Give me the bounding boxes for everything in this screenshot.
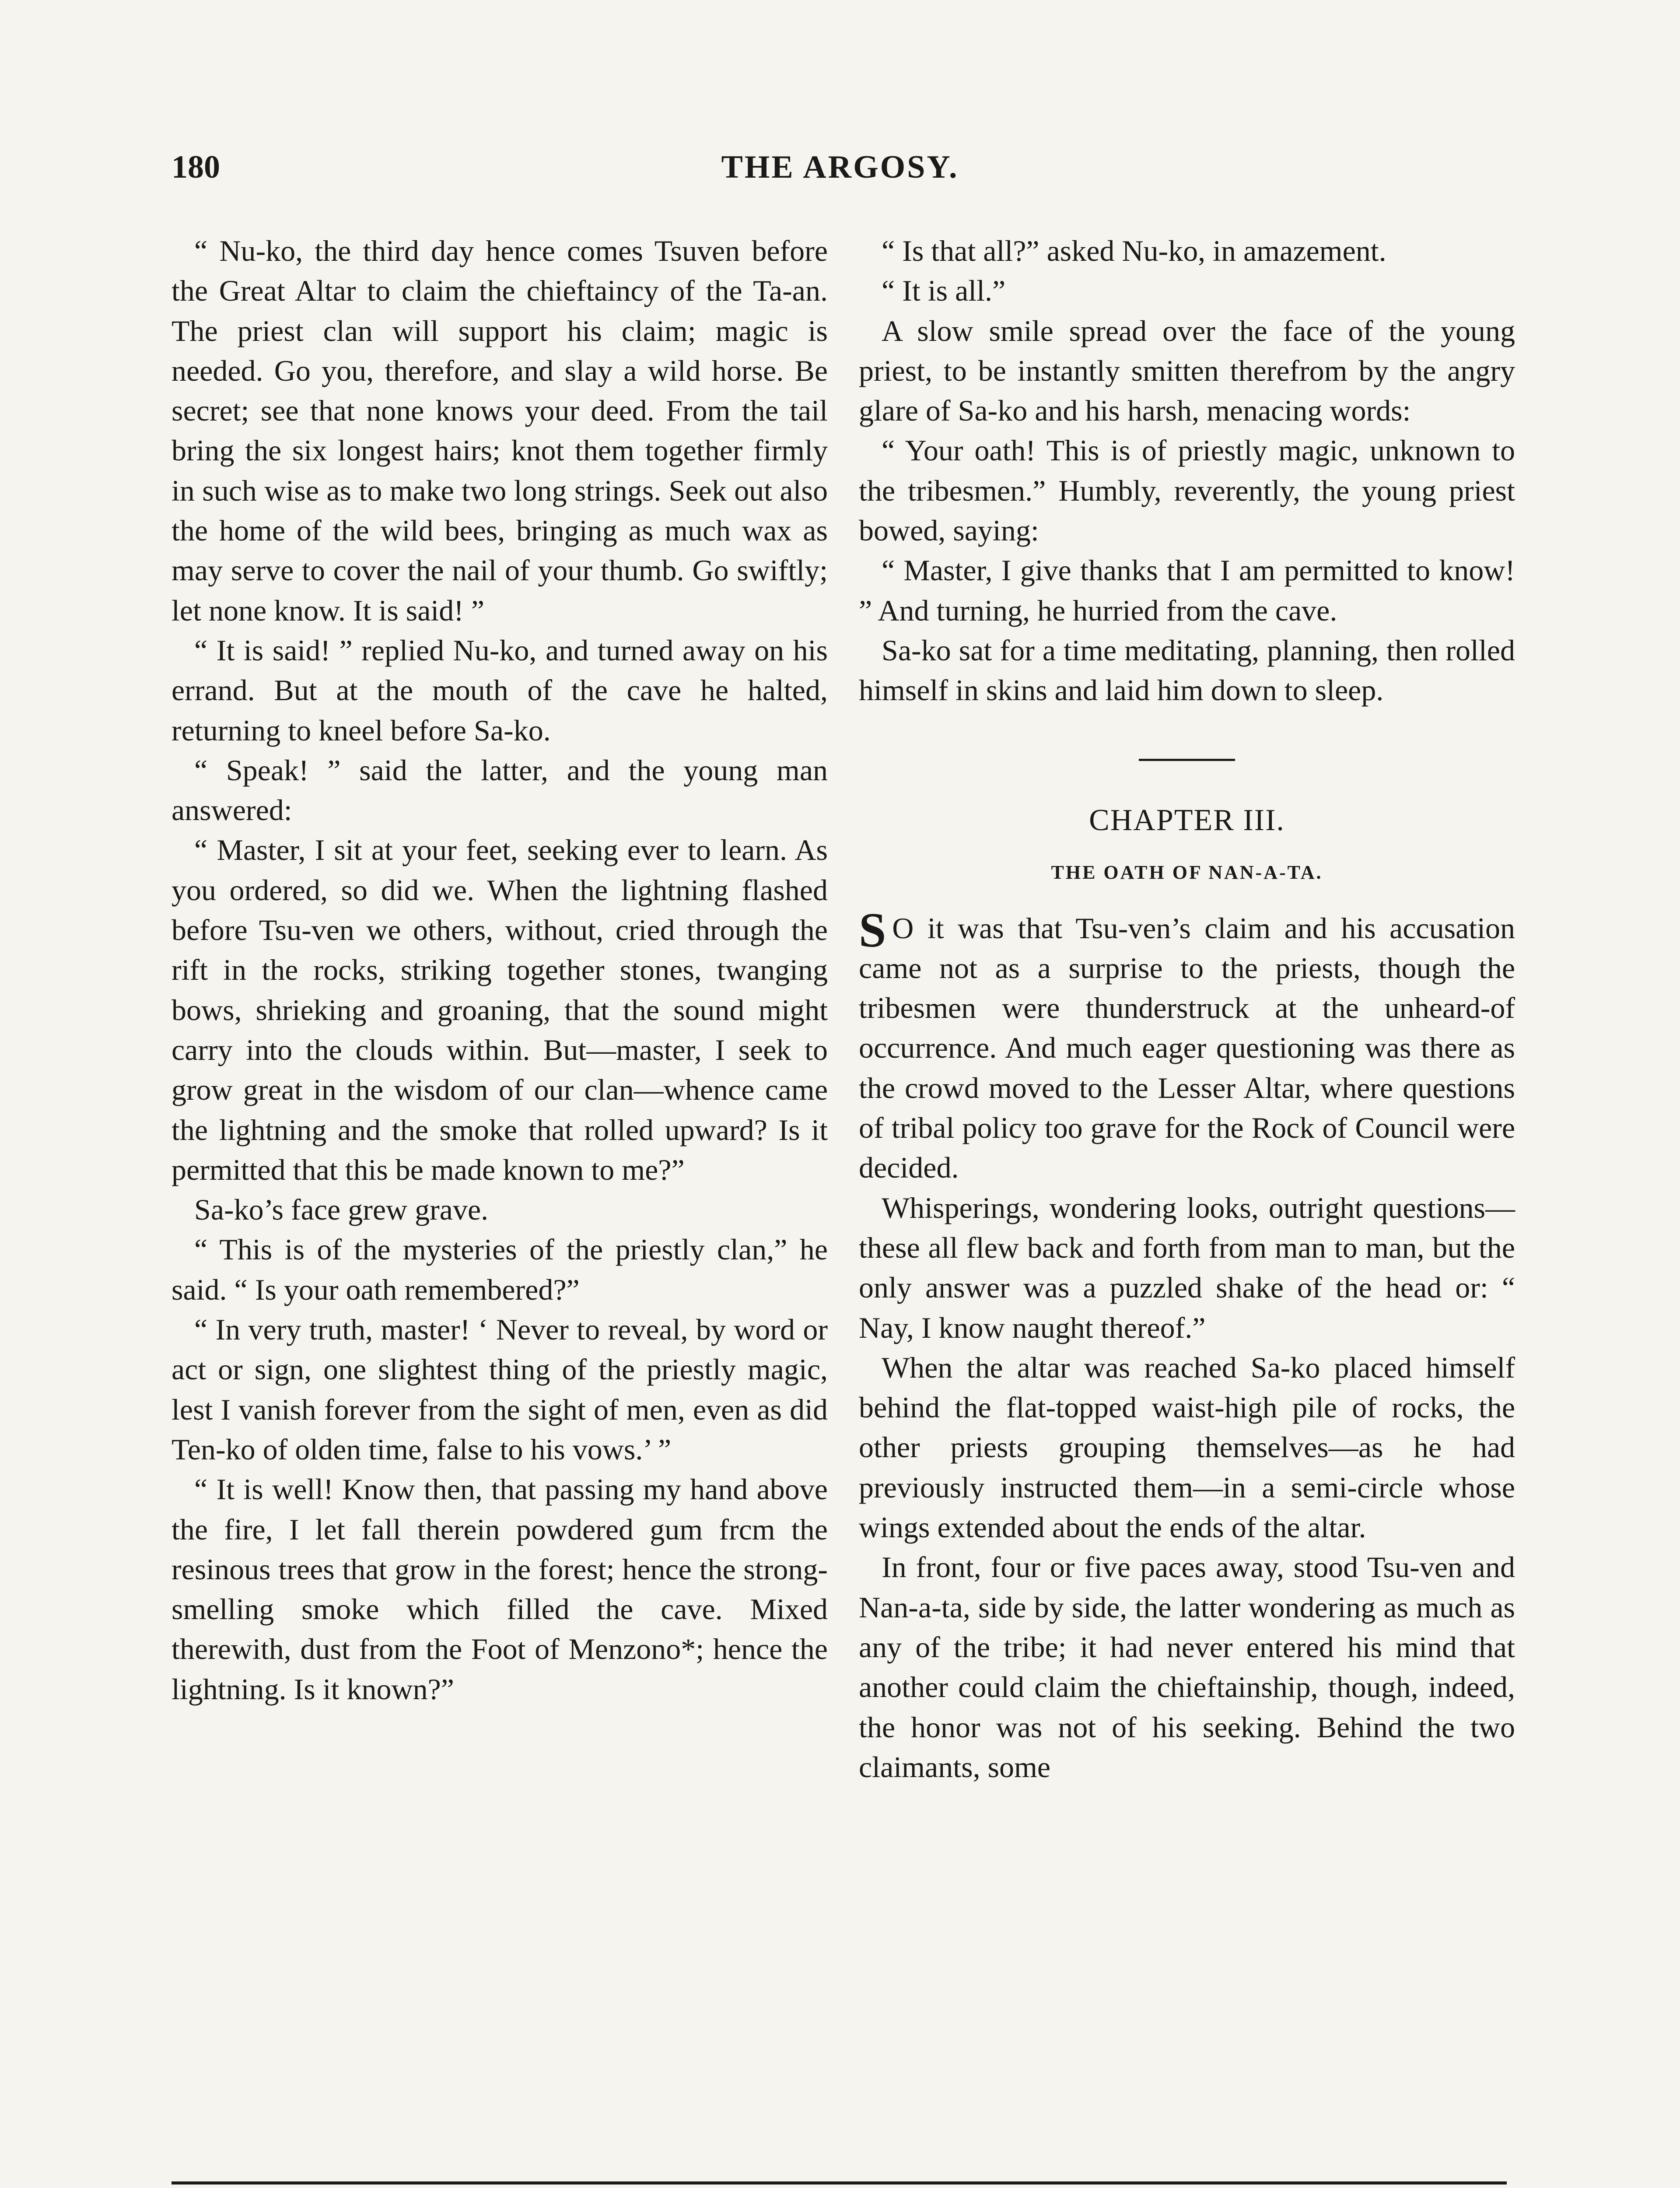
paragraph: “ It is well! Know then, that passing my hand above the fire, I let fall therein powdered gum frcm the resinous trees that grow in the forest; hence the strong-smelling smoke which filled the cave. Mixed therewith, dust from the Foot of Menzono*; hence the lightning. Is it known?” [172,1473,828,1706]
footnote-rule [172,2181,1507,2184]
paragraph: A slow smile spread over the face of the young priest, to be instantly smitten therefrom by the angry glare of Sa-ko and his harsh, menacing words: [859,314,1515,428]
paragraph: Whisperings, wondering looks, outright questions—these all flew back and forth from man to man, but the only answer was a puzzled shake of the head or: “ Nay, I know naught thereof.” [859,1191,1515,1344]
paragraph: “ Master, I sit at your feet, seeking ever to learn. As you ordered, so did we. When the lightning flashed before Tsu-ven we others, without, cried through the rift in the rocks, striking together stones, twanging bows, shrieking and groaning, that the sound might carry into the clouds within. But—master, I seek to grow great in the wisdom of our clan—whence came the lightning and the smoke that rolled upward? Is it permitted that this be made known to me?” [172,833,828,1186]
right-column [859,231,1515,1787]
paragraph: “ It is said! ” replied Nu-ko, and turned away on his errand. But at the mouth of the cave he halted, returning to kneel before Sa-ko. [172,633,828,747]
paragraph: “ It is all.” [882,274,1006,308]
opening-text: O it was that Tsu-ven’s claim and his accusation came not as a surprise to the priests, though the tribesmen were thunderstruck at the unheard-of occurrence. And much eager questioning was there as the crowd moved to the Lesser Altar, where questions of tribal policy too grave for the Rock of Council were decided. [859,911,1515,1185]
left-column [172,231,828,1709]
paragraph: “ This is of the mysteries of the priestly clan,” he said. “ Is your oath remembered?” [172,1233,828,1306]
paragraph: In front, four or five paces away, stood Tsu-ven and Nan-a-ta, side by side, the latter wondering as much as any of the tribe; it had never entered his mind that another could claim the chieftainship, though, indeed, the honor was not of his seeking. Behind the two claimants, some [859,1550,1515,1784]
paragraph: “ Is that all?” asked Nu-ko, in amazement. [882,234,1386,267]
paragraph: Sa-ko sat for a time meditating, planning, then rolled himself in skins and laid him down to sleep. [859,633,1515,707]
paragraph: Sa-ko’s face grew grave. [194,1193,489,1227]
running-head: THE ARGOSY. [721,149,959,185]
chapter-title: CHAPTER III. [1089,803,1285,837]
chapter-subtitle: THE OATH OF NAN-A-TA. [1051,861,1323,883]
paragraph: “ Master, I give thanks that I am permitted to know! ” And turning, he hurried from the cave. [859,554,1515,627]
section-divider [1139,759,1235,761]
paragraph: “ In very truth, master! ‘ Never to reveal, by word or act or sign, one slightest thing of the priestly magic, lest I vanish forever from the sight of men, even as did Ten-ko of olden time, false to his vows.’ ” [172,1313,828,1466]
page-number: 180 [172,149,220,185]
paragraph: “ Nu-ko, the third day hence comes Tsuven before the Great Altar to claim the chieftaincy of the Ta-an. The priest clan will support his claim; magic is needed. Go you, therefore, and slay a wild horse. Be secret; see that none knows your deed. From the tail bring the six longest hairs; knot them together firmly in such wise as to make two long strings. Seek out also the home of the wild bees, bringing as much wax as may serve to cover the nail of your thumb. Go swiftly; let none know. It is said! ” [172,234,828,627]
paragraph: “ Speak! ” said the latter, and the young man answered: [172,753,828,827]
drop-cap: S [859,903,886,957]
chapter-opening-paragraph [859,903,1515,1188]
paragraph: When the altar was reached Sa-ko placed himself behind the flat-topped waist-high pile of rocks, the other priests grouping themselves—as he had previously instructed them—in a semi-circle whose wings extended about the ends of the altar. [859,1350,1515,1544]
paragraph: “ Your oath! This is of priestly magic, unknown to the tribesmen.” Humbly, reverently, the young priest bowed, saying: [859,434,1515,547]
